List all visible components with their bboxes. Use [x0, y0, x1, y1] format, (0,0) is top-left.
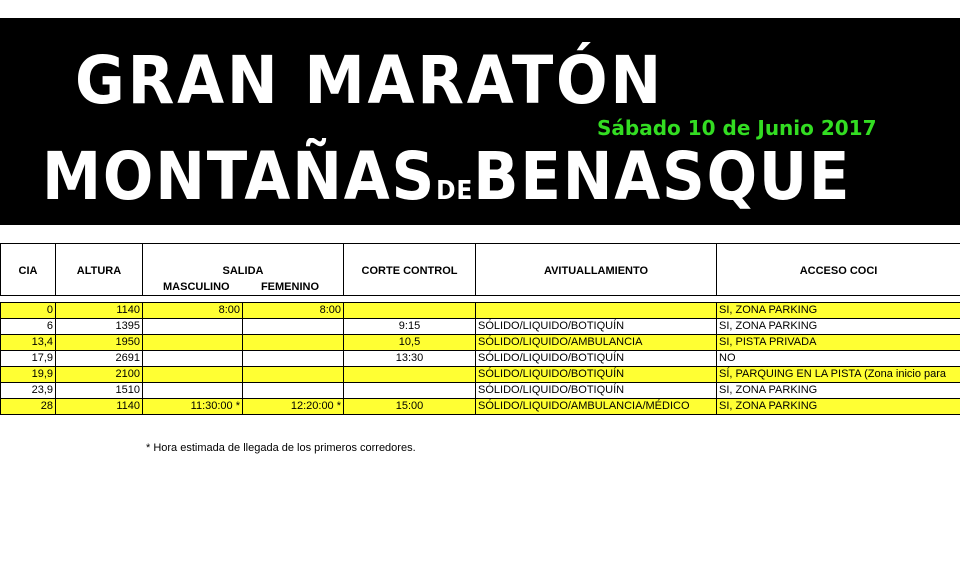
header-distancia: CIA — [1, 244, 56, 296]
cell-corte — [344, 383, 476, 399]
cell-fem — [243, 383, 344, 399]
cell-corte: 9:15 — [344, 319, 476, 335]
cell-dist: 13,4 — [1, 335, 56, 351]
cell-avit: SÓLIDO/LIQUIDO/BOTIQUÍN — [476, 383, 717, 399]
cell-masc — [143, 383, 243, 399]
cell-masc — [143, 351, 243, 367]
table-row — [1, 335, 960, 351]
table-row — [1, 319, 960, 335]
cell-dist: 0 — [1, 303, 56, 319]
cell-avit: SÓLIDO/LIQUIDO/BOTIQUÍN — [476, 351, 717, 367]
cell-dist: 6 — [1, 319, 56, 335]
cell-alt: 1510 — [56, 383, 143, 399]
cell-acceso: SI, ZONA PARKING — [717, 303, 960, 319]
title-banner — [0, 18, 960, 225]
cell-alt: 1395 — [56, 319, 143, 335]
cell-masc — [143, 367, 243, 383]
cell-avit: SÓLIDO/LIQUIDO/BOTIQUÍN — [476, 319, 717, 335]
title-montanas: MONTAÑAS — [42, 138, 437, 215]
cell-acceso: SI, ZONA PARKING — [717, 319, 960, 335]
header-altura: ALTURA — [56, 244, 143, 296]
cell-acceso: SÍ, PARQUING EN LA PISTA (Zona inicio para — [717, 367, 960, 383]
cell-corte: 15:00 — [344, 399, 476, 415]
cell-avit: SÓLIDO/LIQUIDO/AMBULANCIA/MÉDICO — [476, 399, 717, 415]
cell-avit — [476, 303, 717, 319]
separator-cell — [476, 296, 717, 303]
title-de: DE — [436, 176, 474, 206]
cell-masc — [143, 335, 243, 351]
cell-corte — [344, 303, 476, 319]
header-corte-control: CORTE CONTROL — [344, 244, 476, 296]
cell-avit: SÓLIDO/LIQUIDO/BOTIQUÍN — [476, 367, 717, 383]
cell-dist: 28 — [1, 399, 56, 415]
cell-acceso: NO — [717, 351, 960, 367]
cell-acceso: SI, ZONA PARKING — [717, 399, 960, 415]
cell-alt: 1950 — [56, 335, 143, 351]
cell-masc: 8:00 — [143, 303, 243, 319]
cell-alt: 2691 — [56, 351, 143, 367]
race-checkpoints-table — [0, 243, 960, 415]
separator-cell — [344, 296, 476, 303]
cell-acceso: SI, PISTA PRIVADA — [717, 335, 960, 351]
header-acceso: ACCESO COCI — [717, 244, 960, 296]
table-row — [1, 303, 960, 319]
cell-alt: 2100 — [56, 367, 143, 383]
cell-alt: 1140 — [56, 399, 143, 415]
cell-fem — [243, 367, 344, 383]
footnote: * Hora estimada de llegada de los primeros corredores. — [146, 442, 416, 454]
table-row — [1, 399, 960, 415]
separator-row — [1, 296, 960, 303]
header-masculino: MASCULINO — [163, 281, 230, 293]
table-row — [1, 383, 960, 399]
cell-fem: 8:00 — [243, 303, 344, 319]
cell-masc — [143, 319, 243, 335]
separator-cell — [143, 296, 243, 303]
cell-acceso: SI, ZONA PARKING — [717, 383, 960, 399]
header-femenino: FEMENINO — [260, 281, 320, 293]
event-date: Sábado 10 de Junio 2017 — [597, 116, 877, 140]
cell-alt: 1140 — [56, 303, 143, 319]
cell-masc: 11:30:00 * — [143, 399, 243, 415]
separator-cell — [56, 296, 143, 303]
table-header-row — [1, 244, 960, 296]
cell-corte: 13:30 — [344, 351, 476, 367]
table-row — [1, 351, 960, 367]
cell-corte: 10,5 — [344, 335, 476, 351]
header-avituallamiento: AVITUALLAMIENTO — [476, 244, 717, 296]
separator-cell — [717, 296, 960, 303]
cell-dist: 17,9 — [1, 351, 56, 367]
cell-dist: 19,9 — [1, 367, 56, 383]
title-benasque: BENASQUE — [473, 138, 852, 215]
separator-cell — [1, 296, 56, 303]
header-salida-label: SALIDA — [222, 265, 264, 277]
event-title-line2 — [42, 138, 852, 215]
cell-dist: 23,9 — [1, 383, 56, 399]
cell-fem — [243, 351, 344, 367]
cell-fem: 12:20:00 * — [243, 399, 344, 415]
cell-avit: SÓLIDO/LIQUIDO/AMBULANCIA — [476, 335, 717, 351]
event-title-line1: GRAN MARATÓN — [75, 42, 664, 119]
cell-corte — [344, 367, 476, 383]
cell-fem — [243, 335, 344, 351]
table-row — [1, 367, 960, 383]
separator-cell — [243, 296, 344, 303]
header-salida — [143, 244, 344, 296]
cell-fem — [243, 319, 344, 335]
